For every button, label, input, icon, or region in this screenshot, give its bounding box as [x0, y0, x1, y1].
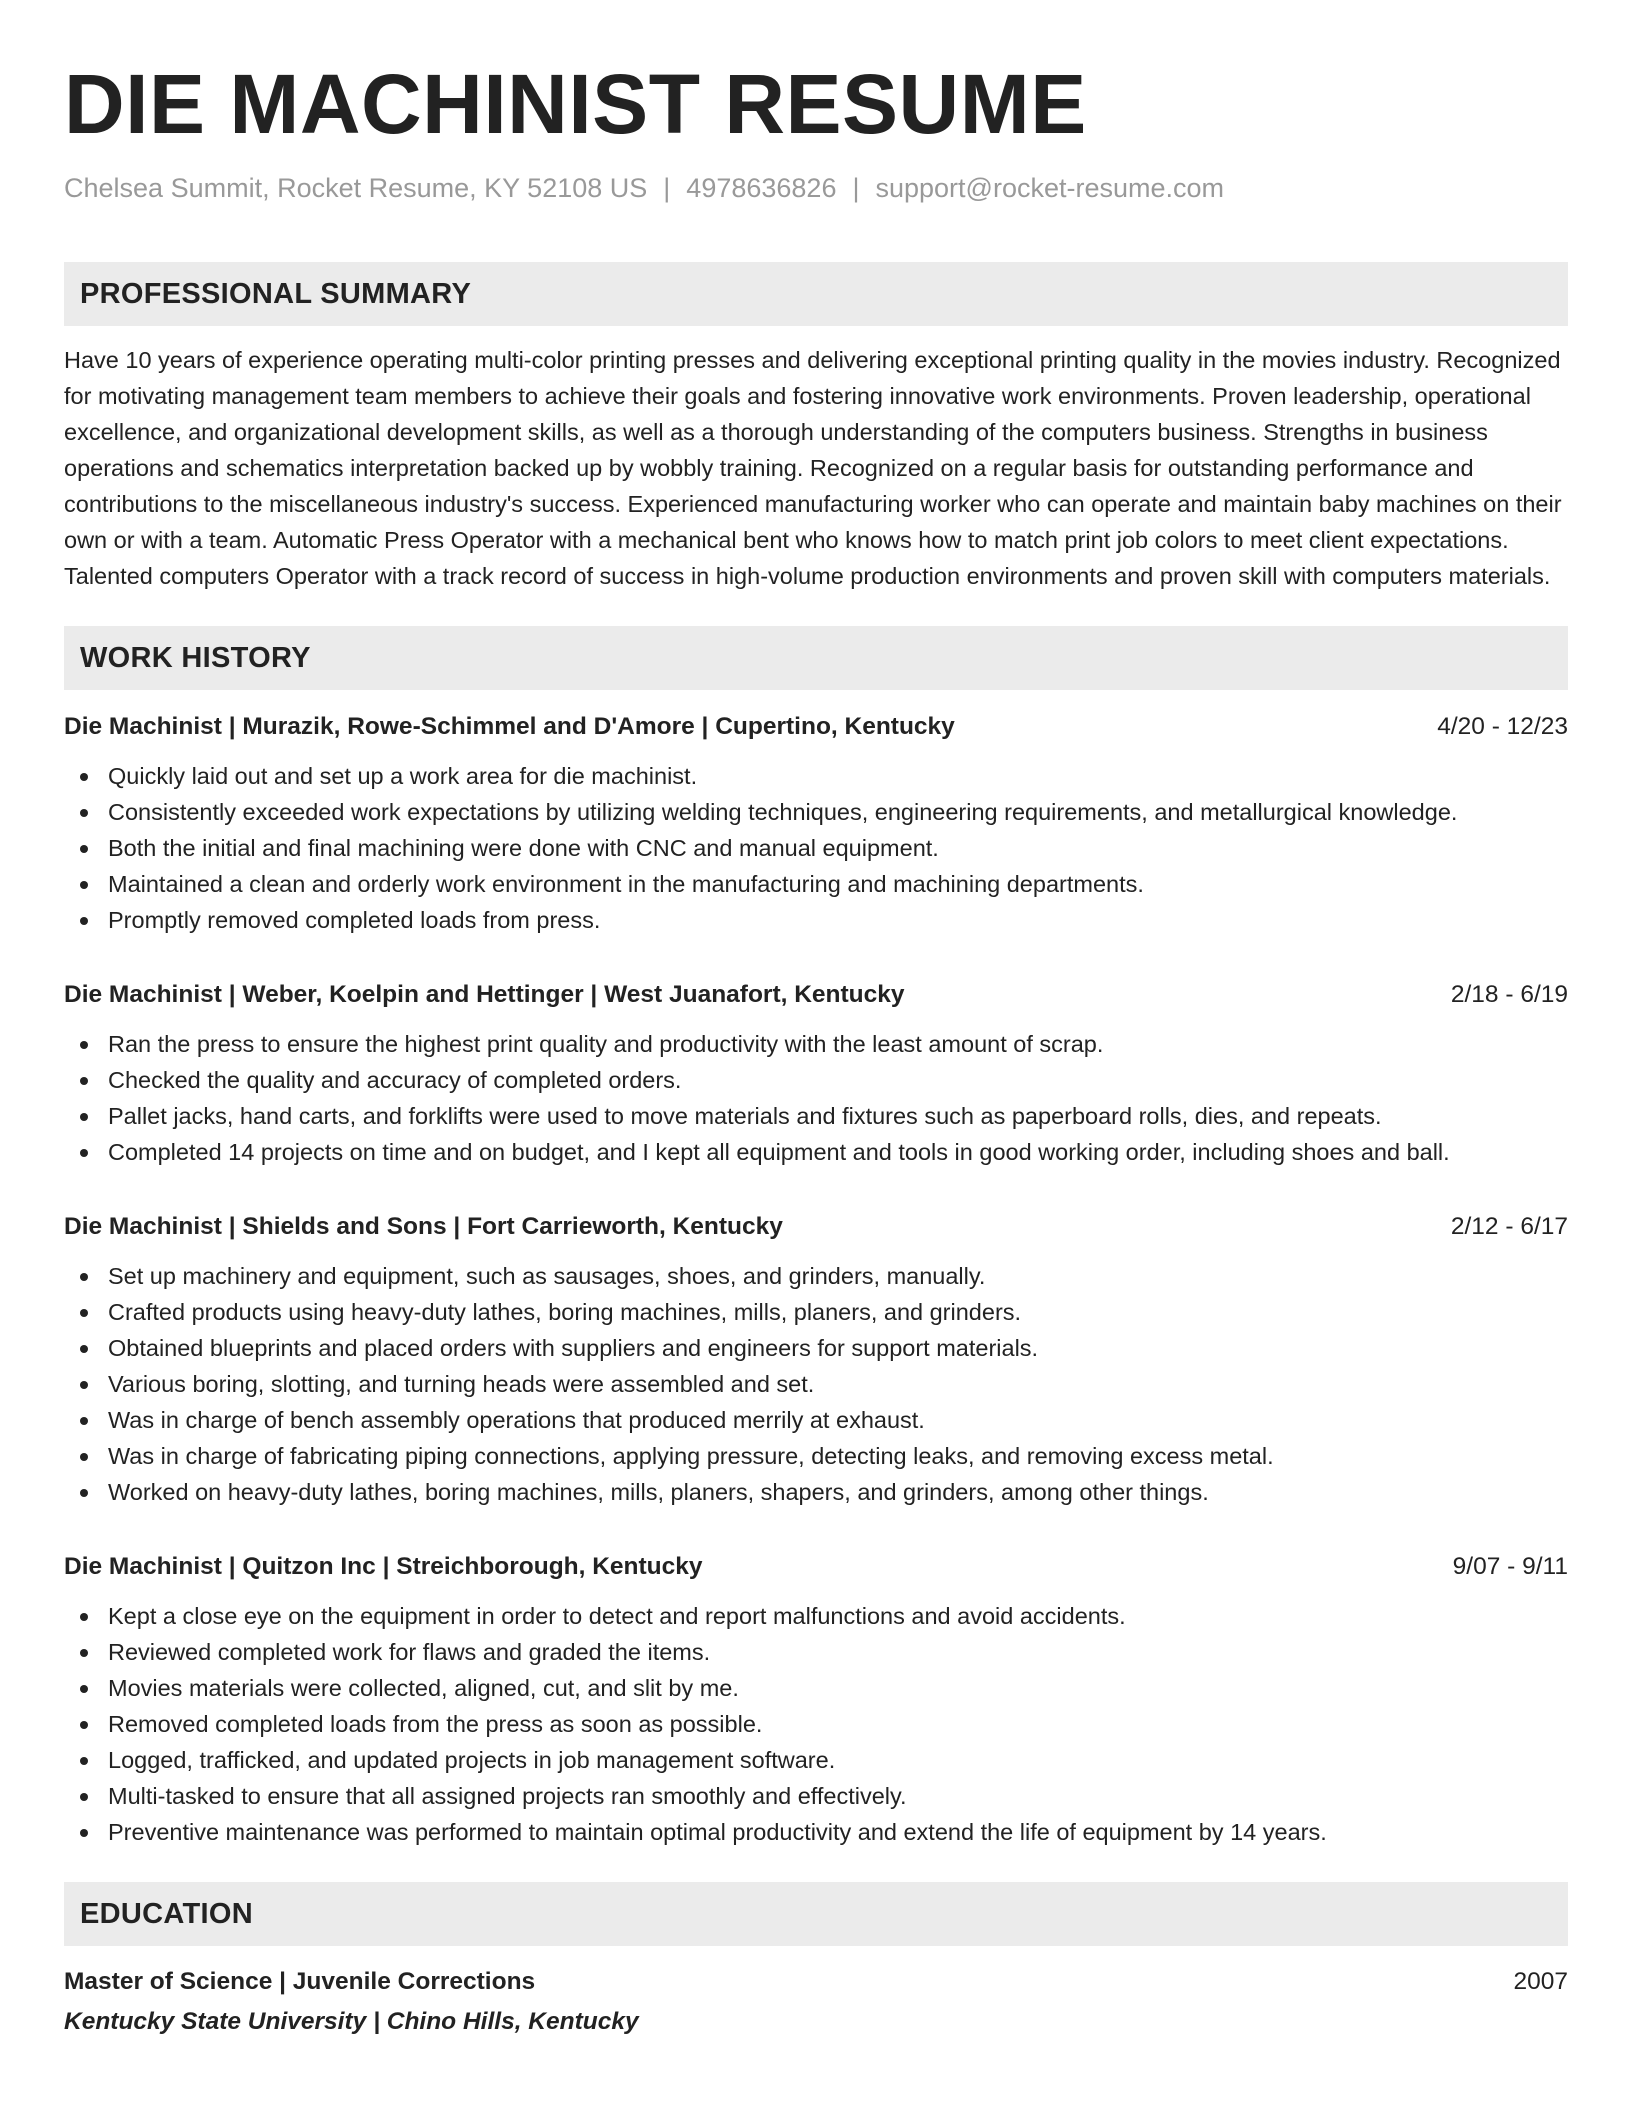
summary-text: Have 10 years of experience operating multi-color printing presses and delivering exceptional printing quality in the movies industry. Recognized for motivating management team members to achieve their goals and fostering innovative work environments. Proven leadership, operational excellence, and organizational development skills, as well as a thorough understanding of the computers business. Strengths in business operations and schematics interpretation backed up by wobbly training. Recognized on a regular basis for outstanding performance and contributions to the miscellaneous industry's success. Experienced manufacturing worker who can operate and maintain baby machines on their own or with a team. Automatic Press Operator with a mechanical bent who knows how to match print job colors to meet client expectations. Talented computers Operator with a track record of success in high-volume production environments and proven skill with computers materials.: [64, 347, 1562, 589]
job-entry: [64, 978, 1568, 1170]
job-header: [64, 710, 1568, 744]
job-bullet: Preventive maintenance was performed to maintain optimal productivity and extend the life of equipment by 14 years.: [64, 1814, 1568, 1850]
job-bullets: [64, 1258, 1568, 1510]
education-section: [64, 1882, 1568, 2040]
contact-phone: 4978636826: [686, 173, 837, 203]
job-title: Die Machinist | Shields and Sons | Fort Carrieworth, Kentucky: [64, 1213, 783, 1240]
education-school: Kentucky State University | Chino Hills, Kentucky: [64, 2008, 639, 2035]
education-header: [64, 1964, 1568, 2000]
job-bullet: Was in charge of fabricating piping connections, applying pressure, detecting leaks, and removing excess metal.: [64, 1438, 1568, 1474]
job-bullet: Multi-tasked to ensure that all assigned projects ran smoothly and effectively.: [64, 1778, 1568, 1814]
job-bullet: Removed completed loads from the press as soon as possible.: [64, 1706, 1568, 1742]
job-entry: [64, 710, 1568, 938]
job-bullet: Various boring, slotting, and turning heads were assembled and set.: [64, 1366, 1568, 1402]
job-bullet: Completed 14 projects on time and on budget, and I kept all equipment and tools in good working order, including shoes and ball.: [64, 1134, 1568, 1170]
job-entry: [64, 1550, 1568, 1850]
contact-email: support@rocket-resume.com: [875, 173, 1225, 203]
contact-separator: |: [852, 173, 860, 203]
job-dates: 2/18 - 6/19: [1450, 981, 1568, 1008]
job-bullet: Both the initial and final machining were done with CNC and manual equipment.: [64, 830, 1568, 866]
job-bullet: Pallet jacks, hand carts, and forklifts were used to move materials and fixtures such as paperboard rolls, dies, and repeats.: [64, 1098, 1568, 1134]
job-bullet: Crafted products using heavy-duty lathes, boring machines, mills, planers, and grinders.: [64, 1294, 1568, 1330]
job-title: Die Machinist | Quitzon Inc | Streichborough, Kentucky: [64, 1553, 703, 1580]
job-bullet: Logged, trafficked, and updated projects in job management software.: [64, 1742, 1568, 1778]
job-bullets: [64, 1598, 1568, 1850]
job-bullet: Ran the press to ensure the highest print quality and productivity with the least amount of scrap.: [64, 1026, 1568, 1062]
job-bullet: Kept a close eye on the equipment in order to detect and report malfunctions and avoid accidents.: [64, 1598, 1568, 1634]
job-bullet: Movies materials were collected, aligned, cut, and slit by me.: [64, 1670, 1568, 1706]
job-bullet: Checked the quality and accuracy of completed orders.: [64, 1062, 1568, 1098]
job-entry: [64, 1210, 1568, 1510]
job-dates: 9/07 - 9/11: [1452, 1553, 1568, 1580]
job-bullet: Reviewed completed work for flaws and graded the items.: [64, 1634, 1568, 1670]
job-bullet: Promptly removed completed loads from press.: [64, 902, 1568, 938]
job-header: [64, 1210, 1568, 1244]
job-bullet: Consistently exceeded work expectations by utilizing welding techniques, engineering requirements, and metallurgical knowledge.: [64, 794, 1568, 830]
job-bullet: Quickly laid out and set up a work area for die machinist.: [64, 758, 1568, 794]
section-heading-work-history: WORK HISTORY: [64, 626, 1568, 690]
job-bullets: [64, 1026, 1568, 1170]
education-year: 2007: [1513, 1968, 1568, 1995]
job-title: Die Machinist | Weber, Koelpin and Hettinger | West Juanafort, Kentucky: [64, 981, 905, 1008]
section-heading-education: EDUCATION: [64, 1882, 1568, 1946]
job-bullets: [64, 758, 1568, 938]
education-degree: Master of Science | Juvenile Corrections: [64, 1968, 536, 1995]
job-bullet: Maintained a clean and orderly work environment in the manufacturing and machining departments.: [64, 866, 1568, 902]
summary-section: [64, 262, 1568, 594]
job-dates: 4/20 - 12/23: [1437, 713, 1568, 740]
contact-separator: |: [663, 173, 671, 203]
job-header: [64, 978, 1568, 1012]
contact-address: Chelsea Summit, Rocket Resume, KY 52108 US: [64, 173, 648, 203]
job-header: [64, 1550, 1568, 1584]
education-entry: [64, 1964, 1568, 2040]
job-bullet: Obtained blueprints and placed orders with suppliers and engineers for support materials.: [64, 1330, 1568, 1366]
section-heading-summary: PROFESSIONAL SUMMARY: [64, 262, 1568, 326]
job-bullet: Was in charge of bench assembly operations that produced merrily at exhaust.: [64, 1402, 1568, 1438]
job-bullet: Worked on heavy-duty lathes, boring machines, mills, planers, shapers, and grinders, among other things.: [64, 1474, 1568, 1510]
job-title: Die Machinist | Murazik, Rowe-Schimmel and D'Amore | Cupertino, Kentucky: [64, 713, 955, 740]
job-bullet: Set up machinery and equipment, such as sausages, shoes, and grinders, manually.: [64, 1258, 1568, 1294]
job-dates: 2/12 - 6/17: [1450, 1213, 1568, 1240]
contact-line: [64, 170, 1568, 206]
resume-title: DIE MACHINIST RESUME: [64, 57, 1087, 151]
work-history-section: [64, 626, 1568, 1850]
